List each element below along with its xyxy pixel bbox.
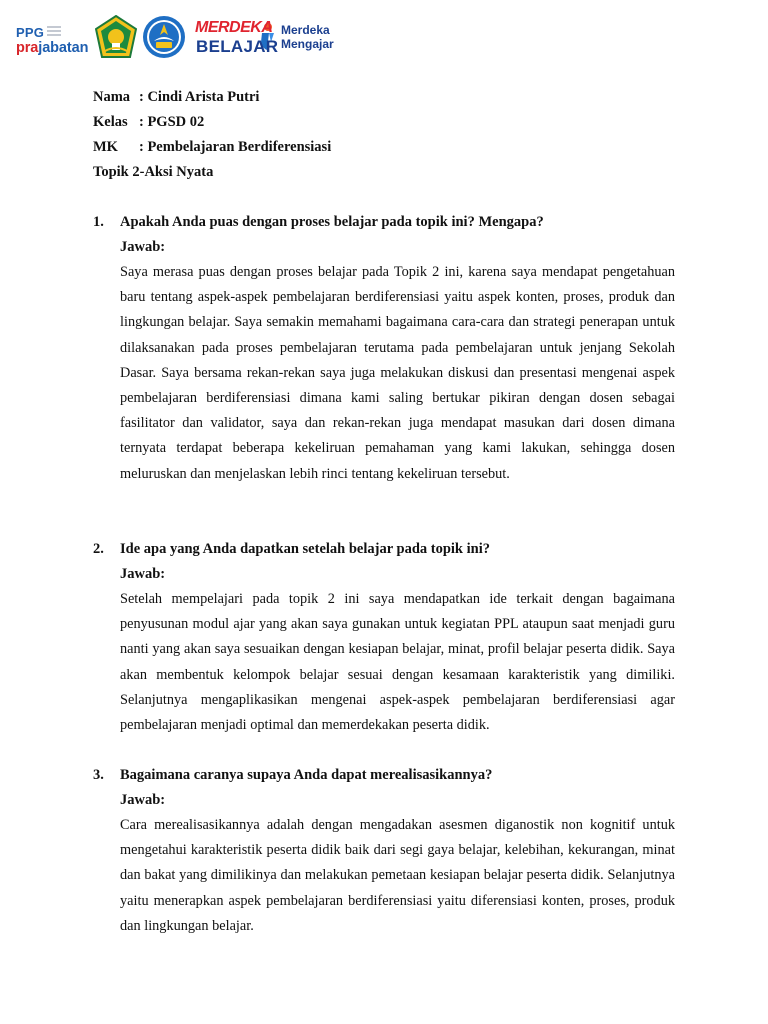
header-logos bbox=[14, 12, 334, 62]
ppg-prajabatan-logo bbox=[14, 15, 90, 59]
question-text: Ide apa yang Anda dapatkan setelah belajar pada topik ini? bbox=[120, 541, 490, 557]
question-text: Bagaimana caranya supaya Anda dapat merealisasikannya? bbox=[120, 767, 493, 783]
merdeka-mengajar-text: Merdeka Mengajar bbox=[281, 23, 334, 51]
answer-text: Cara merealisasikannya adalah dengan mengadakan asesmen diganostik non kognitif untuk mengetahui karakteristik peserta didik baik dari segi gaya belajar, kelebihan, kekurangan, minat dan bakat yang dimilikinya dan melakukan pemetaan kesiapan belajar peserta didik. Selanjutnya yaitu menerapkan aspek pembelajaran berdiferensiasi yaitu diferensiasi konten, proses, produk dan lingkungan belajar. bbox=[120, 817, 675, 934]
identity-nama bbox=[93, 85, 331, 110]
kelas-label: Kelas bbox=[93, 114, 128, 130]
jawab-label: Jawab: bbox=[120, 239, 166, 255]
ppg-logo-subtext-lines bbox=[47, 26, 61, 38]
mk-label: MK bbox=[93, 139, 118, 155]
ppg-logo-top: PPG bbox=[16, 25, 45, 40]
merdeka-belajar-line1: MERDEKA bbox=[195, 19, 273, 36]
question-number: 2. bbox=[93, 541, 104, 557]
tut-wuri-handayani-icon bbox=[142, 15, 186, 59]
kelas-value: : PGSD 02 bbox=[139, 114, 205, 130]
merdeka-belajar-logo bbox=[195, 17, 279, 57]
kemenag-emblem-icon bbox=[95, 15, 137, 59]
identity-kelas bbox=[93, 110, 331, 135]
nama-label: Nama bbox=[93, 89, 131, 105]
question-number: 3. bbox=[93, 767, 104, 783]
identity-block bbox=[93, 85, 331, 185]
nama-value: : Cindi Arista Putri bbox=[139, 89, 260, 105]
answer-text: Setelah mempelajari pada topik 2 ini saya mendapatkan ide terkait dengan bagaimana penyusunan modul ajar yang akan saya gunakan untuk kegiatan PPL ataupun saat menjadi guru nanti yang akan saya sesuaikan dengan kesiapan belajar, minat, profil belajar peserta didik. Saya akan membentuk kelompok belajar sesuai dengan kesamaan karakteristik yang dimiliki. Selanjutnya mengaplikasikan mengenai aspek-aspek pembelajaran berdiferensiasi agar pembelajaran menjadi optimal dan memerdekakan peserta didik. bbox=[120, 591, 675, 734]
answer-text: Saya merasa puas dengan proses belajar pada Topik 2 ini, karena saya mendapat pengetahuan baru tentang aspek-aspek pembelajaran berdiferensiasi yaitu aspek konten, proses, produk dan lingkungan belajar. Saya semakin memahami bagaimana cara-cara dan strategi penerapan untuk dilaksanakan pada proses pembelajaran terutama pada pembelajaran untuk jenjang Sekolah Dasar. Saya bersama rekan-rekan saya juga melakukan diskusi dan presentasi mengenai aspek pembelajaran berdiferensiasi dimana kami saling bertukar pikiran dengan dosen sebagai fasilitator dan validator, saya dan rekan-rekan juga mendapat masukan dari dosen dimana ternyata terdapat beberapa kekeliruan pemahaman yang kami lakukan, sehingga dosen meluruskan dan menjelaskan lebih rinci tentang kekeliruan tersebut. bbox=[120, 264, 675, 482]
topik-title: Topik 2-Aksi Nyata bbox=[93, 164, 214, 180]
ppg-logo-bottom: prajabatan bbox=[16, 40, 89, 56]
question-number: 1. bbox=[93, 214, 104, 230]
question-text: Apakah Anda puas dengan proses belajar pada topik ini? Mengapa? bbox=[120, 214, 544, 230]
jawab-label: Jawab: bbox=[120, 566, 166, 582]
identity-mk bbox=[93, 135, 331, 160]
jawab-label: Jawab: bbox=[120, 792, 166, 808]
merdeka-belajar-line2: BELAJAR bbox=[196, 37, 279, 56]
identity-topik bbox=[93, 160, 331, 185]
mk-value: : Pembelajaran Berdiferensiasi bbox=[139, 139, 332, 155]
